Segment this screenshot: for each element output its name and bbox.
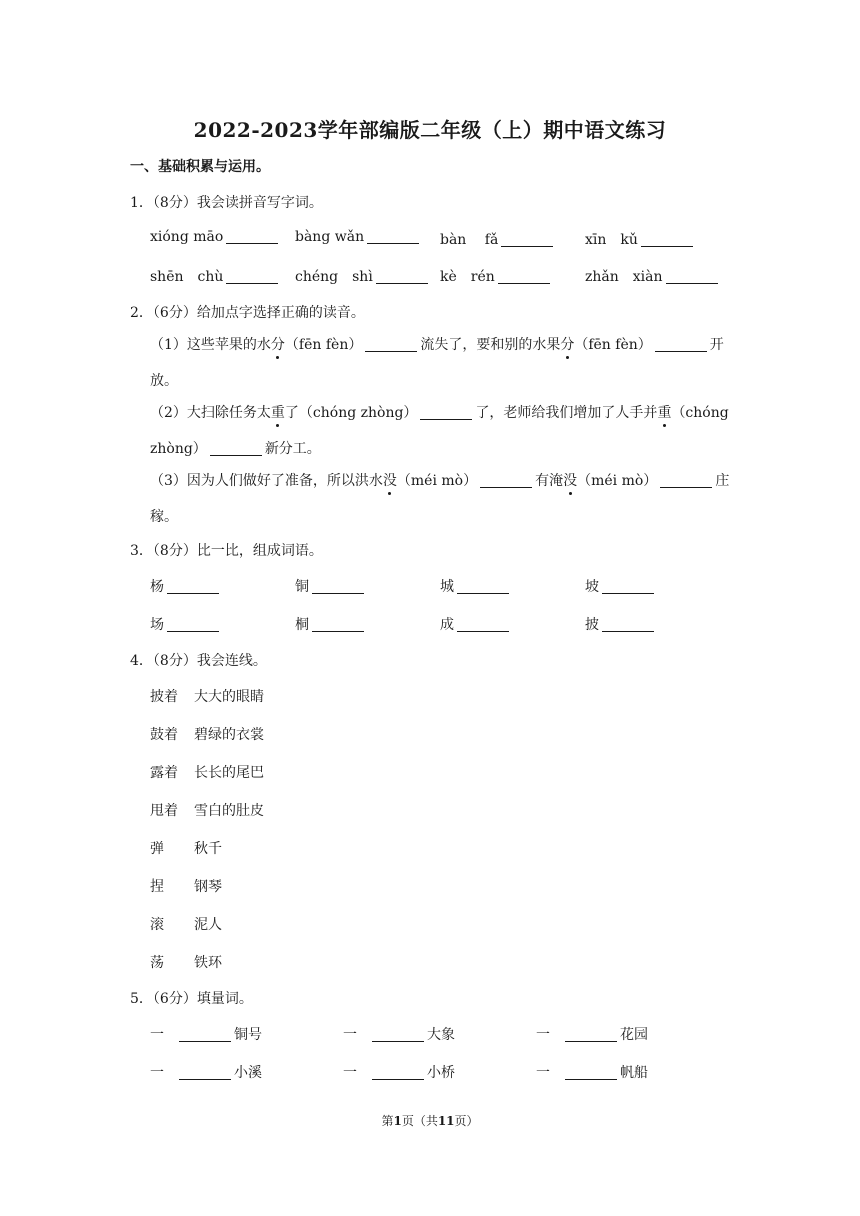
q1-item: xióng māo — [150, 229, 281, 245]
answer-blank[interactable] — [457, 579, 509, 594]
match-right-item[interactable]: 泥人 — [194, 917, 222, 933]
page-footer: 第1页（共11页） — [381, 1114, 479, 1128]
answer-blank[interactable] — [501, 232, 553, 247]
question-3-heading: 3．（8分）比一比，组成词语。 — [130, 543, 323, 559]
dotted-character: 没 — [383, 470, 397, 490]
q1-item: shēn chù — [150, 266, 281, 286]
answer-blank[interactable] — [226, 229, 278, 244]
answer-blank[interactable] — [179, 1065, 231, 1080]
match-right-item[interactable]: 雪白的肚皮 — [194, 803, 264, 819]
q5-item: 一 大象 — [343, 1027, 455, 1043]
q3-item: 坡 — [585, 576, 657, 596]
q2-sentence-2: （2）大扫除任务太重了（chóng zhòng） 了，老师给我们增加了人手并重（chóng — [150, 402, 729, 422]
answer-blank[interactable] — [641, 232, 693, 247]
q1-item: bàn fǎ — [440, 229, 556, 249]
q2-sentence-1: （1）这些苹果的水分（fēn fèn） 流失了，要和别的水果分（fēn fèn） 开 — [150, 334, 724, 354]
match-right-item[interactable]: 钢琴 — [194, 879, 222, 895]
question-2-heading: 2．（6分）给加点字选择正确的读音。 — [130, 305, 365, 321]
match-left-item[interactable]: 捏 — [150, 879, 164, 895]
question-4-heading: 4．（8分）我会连线。 — [130, 653, 267, 669]
answer-blank[interactable] — [666, 269, 718, 284]
question-5-heading: 5．（6分）填量词。 — [130, 991, 253, 1007]
q1-item: zhǎn xiàn — [585, 266, 721, 286]
q1-item: xīn kǔ — [585, 229, 696, 249]
match-left-item[interactable]: 鼓着 — [150, 727, 178, 743]
answer-blank[interactable] — [365, 337, 417, 352]
answer-blank[interactable] — [602, 617, 654, 632]
q5-item: 一 花园 — [536, 1027, 648, 1043]
answer-blank[interactable] — [372, 1027, 424, 1042]
q1-item: chéng shì — [295, 266, 431, 286]
dotted-character: 分 — [560, 334, 574, 354]
match-left-item[interactable]: 露着 — [150, 765, 178, 781]
match-left-item[interactable]: 甩着 — [150, 803, 178, 819]
answer-blank[interactable] — [376, 269, 428, 284]
answer-blank[interactable] — [210, 441, 262, 456]
match-left-item[interactable]: 披着 — [150, 689, 178, 705]
answer-blank[interactable] — [660, 473, 712, 488]
q3-item: 披 — [585, 614, 657, 634]
q1-item: bàng wǎn — [295, 229, 422, 245]
q5-item: 一 小桥 — [343, 1065, 455, 1081]
answer-blank[interactable] — [420, 405, 472, 420]
answer-blank[interactable] — [167, 617, 219, 632]
q3-item: 场 — [150, 614, 222, 634]
q5-item: 一 帆船 — [536, 1065, 648, 1081]
q3-item: 杨 — [150, 576, 222, 596]
answer-blank[interactable] — [179, 1027, 231, 1042]
page-total: 11 — [437, 1114, 455, 1128]
q3-item: 桐 — [295, 614, 367, 634]
match-right-item[interactable]: 长长的尾巴 — [194, 765, 264, 781]
q1-item: kè rén — [440, 266, 553, 286]
answer-blank[interactable] — [565, 1027, 617, 1042]
answer-blank[interactable] — [457, 617, 509, 632]
answer-blank[interactable] — [565, 1065, 617, 1080]
match-right-item[interactable]: 铁环 — [194, 955, 222, 971]
match-right-item[interactable]: 秋千 — [194, 841, 222, 857]
q2-sentence-3-wrap: 稼。 — [150, 509, 178, 525]
dotted-character: 重 — [657, 402, 671, 422]
match-right-item[interactable]: 大大的眼睛 — [194, 689, 264, 705]
match-left-item[interactable]: 荡 — [150, 955, 164, 971]
q2-sentence-2-wrap: zhòng） 新分工。 — [150, 441, 321, 457]
q3-item: 城 — [440, 576, 512, 596]
answer-blank[interactable] — [498, 269, 550, 284]
q5-item: 一 铜号 — [150, 1027, 262, 1043]
answer-blank[interactable] — [655, 337, 707, 352]
answer-blank[interactable] — [372, 1065, 424, 1080]
q2-sentence-3: （3）因为人们做好了准备，所以洪水没（méi mò） 有淹没（méi mò） 庄 — [150, 470, 729, 490]
answer-blank[interactable] — [167, 579, 219, 594]
match-left-item[interactable]: 滚 — [150, 917, 164, 933]
q5-item: 一 小溪 — [150, 1065, 262, 1081]
match-right-item[interactable]: 碧绿的衣裳 — [194, 727, 264, 743]
question-1-heading: 1．（8分）我会读拼音写字词。 — [130, 195, 323, 211]
page-number: 1 — [393, 1114, 402, 1128]
match-left-item[interactable]: 弹 — [150, 841, 164, 857]
answer-blank[interactable] — [602, 579, 654, 594]
dotted-character: 分 — [271, 334, 285, 354]
q3-item: 铜 — [295, 576, 367, 596]
section-heading: 一、基础积累与运用。 — [130, 159, 270, 175]
q3-item: 成 — [440, 614, 512, 634]
dotted-character: 重 — [271, 402, 285, 422]
answer-blank[interactable] — [367, 229, 419, 244]
answer-blank[interactable] — [312, 617, 364, 632]
answer-blank[interactable] — [226, 269, 278, 284]
q2-sentence-1-wrap: 放。 — [150, 373, 178, 389]
document-title: 2022-2023学年部编版二年级（上）期中语文练习 — [193, 118, 667, 142]
dotted-character: 没 — [563, 470, 577, 490]
answer-blank[interactable] — [480, 473, 532, 488]
answer-blank[interactable] — [312, 579, 364, 594]
